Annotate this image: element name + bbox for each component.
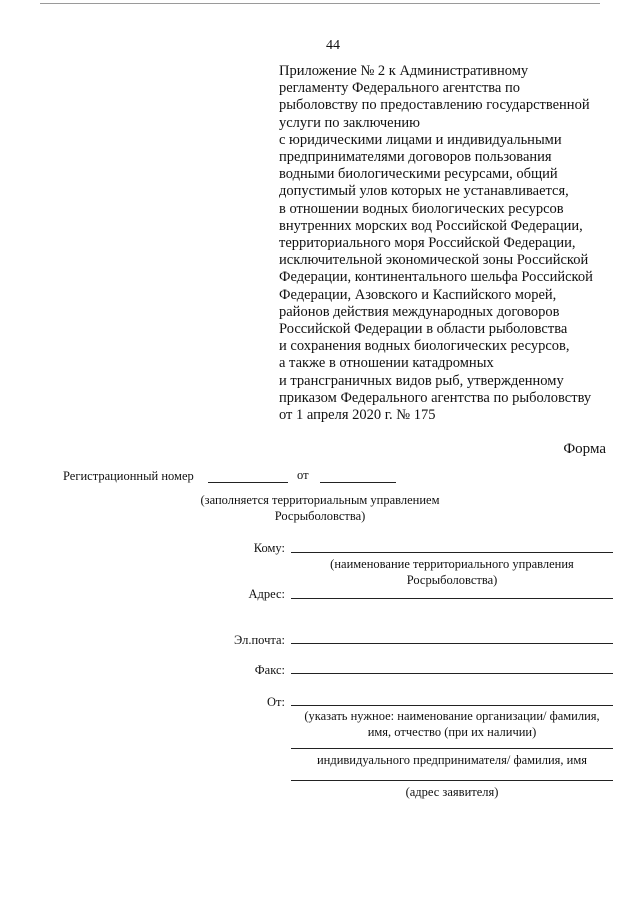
to-hint (291, 556, 613, 588)
appendix-line: Федерации, континентального шельфа Российской (279, 269, 593, 286)
appendix-line: исключительной экономической зоны Российской (279, 252, 589, 269)
from-field-continued[interactable] (291, 748, 613, 749)
from-hint-continued: индивидуального предпринимателя/ фамилия, имя (316, 753, 588, 767)
email-field[interactable] (291, 643, 613, 644)
registration-hint-line: Росрыболовства) (274, 509, 366, 523)
address-field[interactable] (291, 598, 613, 599)
from-field[interactable] (291, 705, 613, 706)
appendix-line: предпринимателями договоров пользования (279, 149, 552, 166)
registration-date-field[interactable] (320, 482, 396, 483)
appendix-line: в отношении водных биологических ресурсов (279, 200, 564, 217)
registration-hint (170, 492, 470, 524)
fax-label: Факс: (254, 663, 285, 677)
registration-date-label: от (297, 468, 309, 482)
to-hint-line: Росрыболовства) (406, 573, 498, 587)
appendix-line: и трансграничных видов рыб, утвержденному (279, 372, 564, 389)
from-label: От: (267, 695, 285, 709)
applicant-address-field[interactable] (291, 780, 613, 781)
from-hint (291, 708, 613, 740)
appendix-line: районов действия международных договоров (279, 303, 560, 320)
email-label: Эл.почта: (234, 633, 285, 647)
appendix-line: территориального моря Российской Федерации, (279, 235, 576, 252)
address-label: Адрес: (248, 587, 285, 601)
from-hint-line: (указать нужное: наименование организации/ фамилия, (304, 709, 600, 723)
appendix-line: и сохранения водных биологических ресурсов, (279, 338, 570, 355)
to-field[interactable] (291, 552, 613, 553)
registration-number-label: Регистрационный номер (63, 469, 194, 483)
appendix-line: водными биологическими ресурсами, общий (279, 166, 558, 183)
applicant-address-hint: (адрес заявителя) (405, 785, 499, 799)
appendix-line: с юридическими лицами и индивидуальными (279, 131, 562, 148)
appendix-line: от 1 апреля 2020 г. № 175 (279, 407, 436, 424)
page-number: 44 (326, 38, 340, 53)
appendix-line: допустимый улов которых не устанавливается, (279, 183, 569, 200)
appendix-line: услуги по заключению (279, 114, 420, 131)
appendix-header (279, 63, 619, 424)
registration-number-field[interactable] (208, 482, 288, 483)
form-label: Форма (563, 441, 606, 457)
appendix-line: приказом Федерального агентства по рыболовству (279, 389, 592, 406)
appendix-line: рыболовству по предоставлению государственной (279, 97, 590, 114)
appendix-line: Приложение № 2 к Административному (279, 63, 529, 79)
to-label: Кому: (253, 541, 285, 555)
from-hint-line: имя, отчество (при их наличии) (367, 725, 537, 739)
appendix-line: Федерации, Азовского и Каспийского морей, (279, 286, 557, 303)
appendix-line: регламенту Федерального агентства по (279, 80, 521, 97)
appendix-line: внутренних морских вод Российской Федерации, (279, 217, 583, 234)
to-hint-line: (наименование территориального управления (330, 557, 574, 571)
appendix-line: Российской Федерации в области рыболовства (279, 321, 568, 338)
registration-hint-line: (заполняется территориальным управлением (200, 493, 440, 507)
top-border-line (40, 3, 600, 4)
appendix-line: а также в отношении катадромных (279, 355, 494, 372)
fax-field[interactable] (291, 673, 613, 674)
